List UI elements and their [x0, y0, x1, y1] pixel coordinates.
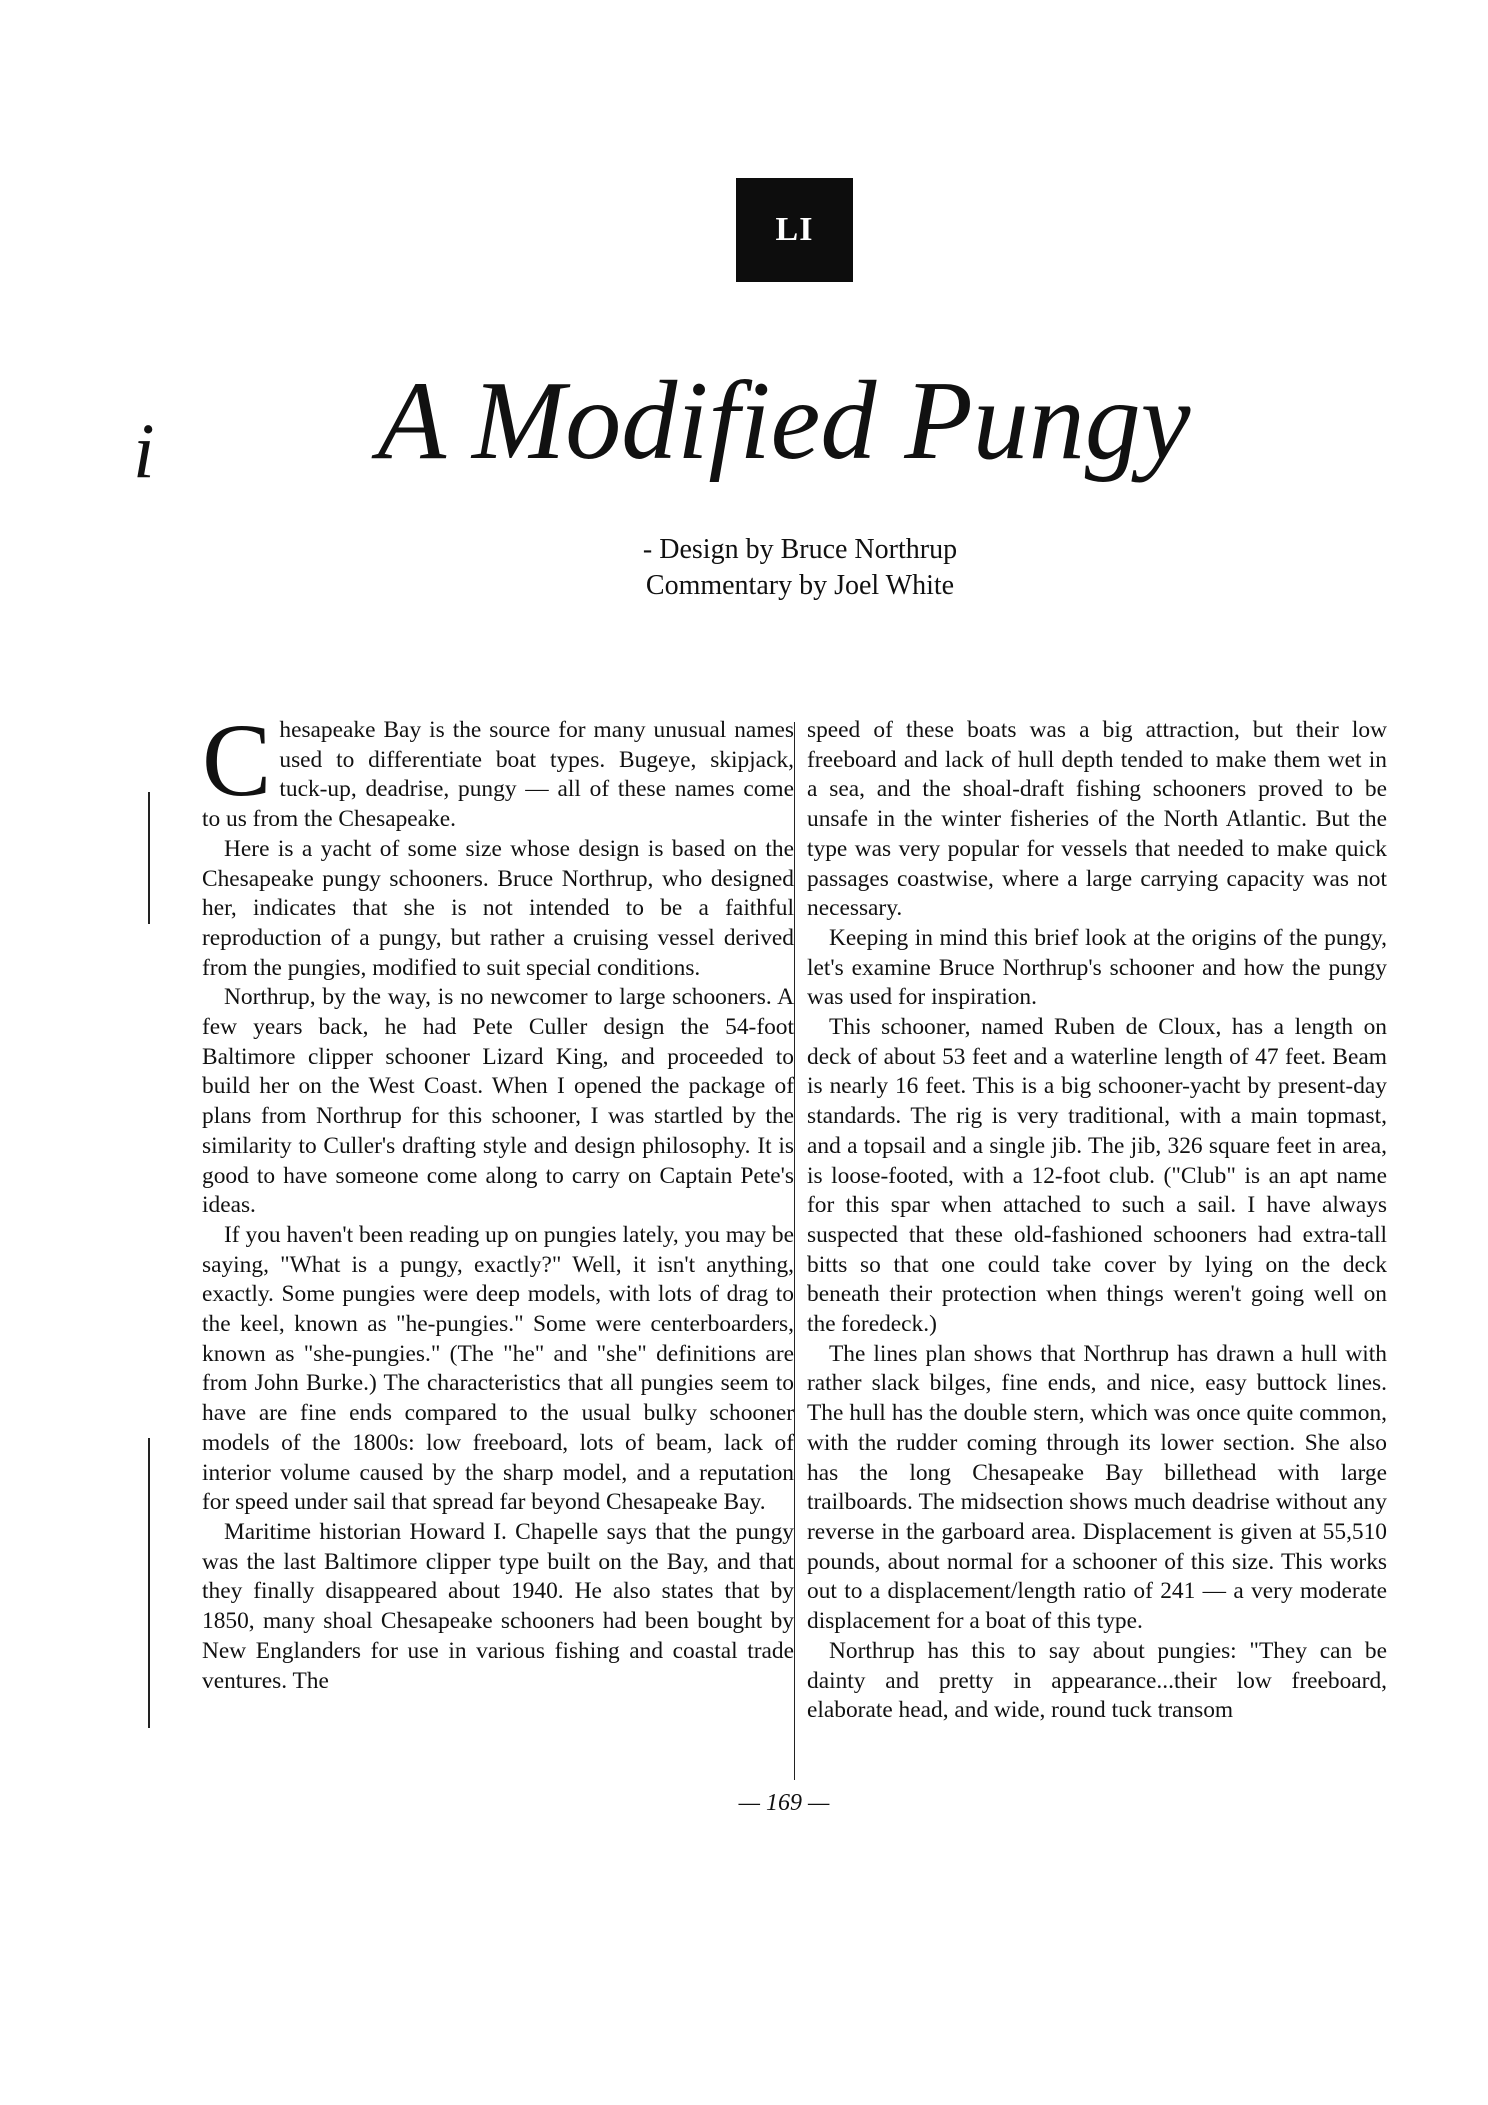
left-column [202, 703, 794, 1696]
drop-cap: C [202, 703, 272, 818]
page-title: A Modified Pungy [377, 359, 1191, 483]
paragraph: speed of these boats was a big attraction, but their low freeboard and lack of hull depth tended to make them wet in a sea, and the shoal-draft fishing schooners proved to be unsafe in the winter fisheries of the North Atlantic. But the type was very popular for vessels that needed to make quick passages coastwise, where a large carrying capacity was not necessary. [807, 717, 1387, 922]
byline-commentary: Commentary by Joel White [645, 570, 955, 601]
page-number: — 169 — [738, 1790, 830, 1816]
paragraph: Northrup has this to say about pungies: "They can be dainty and pretty in appearance...their low freeboard, elaborate head, and wide, round tuck transom [807, 1637, 1387, 1724]
right-column [807, 716, 1387, 1726]
column-divider [794, 722, 795, 1780]
chapter-numeral: LI [775, 211, 814, 248]
paragraph: Here is a yacht of some size whose design is based on the Chesapeake pungy schooners. Bruce Northrup, who designed her, indicates that she is not intended to be a faithful reproduction of a pungy, but rather a cruising vessel derived from the pungies, modified to suit special conditions. [202, 835, 794, 981]
paragraph-text: hesapeake Bay is the source for many unusual names used to differentiate boat types. Bugeye, skipjack, tuck-up, deadrise, pungy — all of these names come to us from the Chesapeake. [202, 717, 794, 833]
margin-mark: i [133, 407, 155, 494]
margin-bar-upper [148, 792, 150, 924]
margin-bar-lower [148, 1438, 150, 1728]
paragraph: Northrup, by the way, is no newcomer to large schooners. A few years back, he had Pete Culler design the 54-foot Baltimore clipper schooner Lizard King, and proceeded to build her on the West Coast. When I opened the package of plans from Northrup for this schooner, I was startled by the similarity to Culler's drafting style and design philosophy. It is good to have someone come along to carry on Captain Pete's ideas. [202, 984, 794, 1219]
paragraph: If you haven't been reading up on pungies lately, you may be saying, "What is a pungy, exactly?" Well, it isn't anything, exactly. Some pungies were deep models, with lots of drag to the keel, known as "he-pungies." Some were centerboarders, known as "she-pungies." (The "he" and "she" definitions are from John Burke.) The characteristics that all pungies seem to have are fine ends compared to the usual bulky schooner models of the 1800s: low freeboard, lots of beam, lack of interior volume caused by the sharp model, and a reputation for speed under sail that spread far beyond Chesapeake Bay. [202, 1221, 794, 1516]
byline [560, 532, 1040, 604]
paragraph: Maritime historian Howard I. Chapelle says that the pungy was the last Baltimore clipper type built on the Bay, and that they finally disappeared about 1940. He also states that by 1850, many shoal Chesapeake schooners had been bought by New Englanders for use in various fishing and coastal trade ventures. The [202, 1518, 794, 1694]
paragraph: Keeping in mind this brief look at the origins of the pungy, let's examine Bruce Northrup's schooner and how the pungy was used for inspiration. [807, 924, 1387, 1011]
chapter-number-box [736, 178, 853, 282]
paragraph [202, 703, 794, 835]
paragraph: This schooner, named Ruben de Cloux, has a length on deck of about 53 feet and a waterline length of 47 feet. Beam is nearly 16 feet. This is a big schooner-yacht by present-day standards. The rig is very traditional, with a main topmast, and a topsail and a single jib. The jib, 326 square feet in area, is loose-footed, with a 12-foot club. ("Club" is an apt name for this spar when attached to such a sail. I have always suspected that these old-fashioned schooners had extra-tall bitts so that one could take cover by lying on the deck beneath their protection when things weren't going well on the foredeck.) [807, 1014, 1387, 1338]
paragraph: The lines plan shows that Northrup has drawn a hull with rather slack bilges, fine ends, and nice, easy buttock lines. The hull has the double stern, which was once quite common, with the rudder coming through its lower section. She also has the long Chesapeake Bay billethead with large trailboards. The midsection shows much deadrise without any reverse in the garboard area. Displacement is given at 55,510 pounds, about normal for a schooner of this size. This works out to a displacement/length ratio of 241 — a very moderate displacement for a boat of this type. [807, 1340, 1387, 1635]
byline-design: - Design by Bruce Northrup [642, 534, 958, 565]
